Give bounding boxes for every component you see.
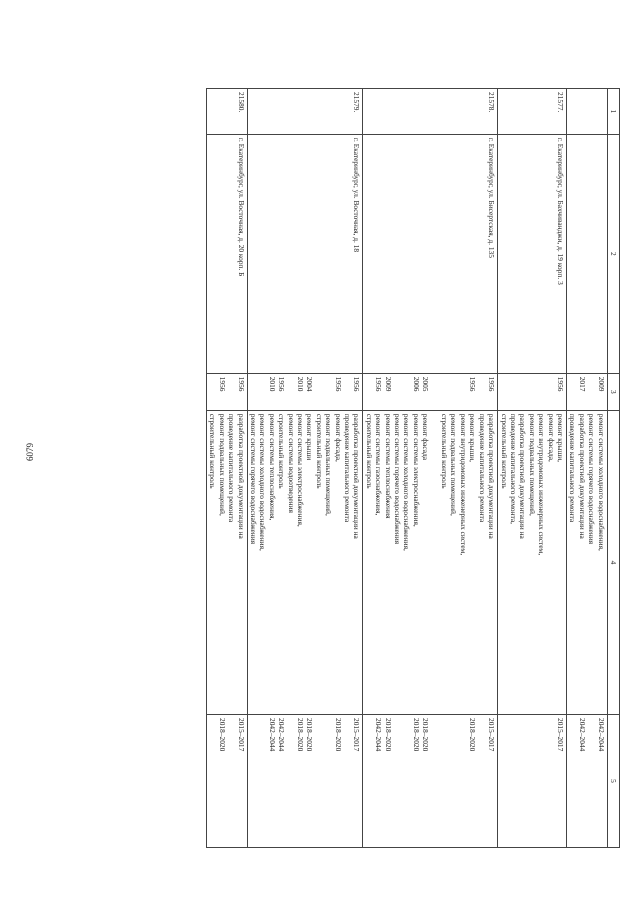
work-line: ремонт системы электроснабжения, [411,413,421,527]
period-value: 2015–2017 [555,718,565,752]
spacer [343,377,352,407]
page-number: 6079 [25,443,35,461]
work-line: ремонт системы горячего водоснабжения [393,413,403,545]
work-line: ремонт системы теплоснабжения [383,413,393,519]
header-col-1: 1 [607,89,619,135]
spacer [499,377,508,407]
spacer [314,377,323,407]
period-value: 2018–2020 [296,718,306,752]
entry-address [566,134,607,373]
works-cell [206,410,247,714]
spacer [440,377,449,407]
year-cell [247,373,363,410]
continuation-row [566,89,607,848]
period-value: 2042–2044 [596,718,606,752]
table-row [206,89,247,848]
year-value: 1956 [333,376,343,392]
spacer [509,718,518,844]
entry-number: 21580. [206,89,247,135]
year-value: 2004 [305,376,315,392]
works-cell [498,410,567,714]
spacer [249,718,258,844]
work-line: ремонт системы электроснабжения, [296,413,306,527]
spacer [518,718,527,844]
table-row [247,89,363,848]
spacer [477,718,486,844]
spacer [314,718,323,844]
work-line: ремонт подвальных помещений, [527,413,537,516]
year-value: 1956 [374,376,384,392]
year-value: 2009 [596,376,606,392]
spacer [393,718,402,844]
entry-number [566,89,607,135]
year-value: 1956 [277,376,287,392]
work-line: ремонт фасада [421,413,431,461]
work-line: разработка проектной документации на [577,413,587,539]
work-line: строительный контроль [364,413,374,489]
work-line: ремонт системы холодного водоснабжения, [596,413,606,551]
spacer [546,718,555,844]
work-line: строительный контроль [314,413,324,489]
work-line: ремонт подвальных помещений, [217,413,227,516]
period-value: 2018–2020 [217,718,227,752]
period-value: 2015–2017 [236,718,246,752]
period-value: 2018–2020 [411,718,421,752]
works-cell [247,410,363,714]
spacer [343,718,352,844]
work-line: ремонт внутридомовых инженерных систем, [458,413,468,556]
spacer [208,718,217,844]
rotated-page-content [120,88,620,848]
spacer [402,377,411,407]
year-value: 2010 [296,376,306,392]
work-line: строительный контроль [440,413,450,489]
spacer [537,377,546,407]
spacer [430,414,439,711]
repair-schedule-table [206,88,620,848]
spacer [440,718,449,844]
work-line: разработка проектной документации на [518,413,528,539]
spacer [430,377,439,407]
spacer [459,377,468,407]
header-col-3: 3 [607,373,619,410]
year-value: 1956 [468,376,478,392]
works-cell [566,410,607,714]
period-cell [206,715,247,848]
entry-address: г. Екатеринбург, ул. Восточная, д. 20 корп. Б [206,134,247,373]
entry-address: г. Екатеринбург, ул. Бахчиванджи, д. 19 корп. 3 [498,134,567,373]
period-value: 2042–2044 [267,718,277,752]
year-value: 1956 [352,376,362,392]
spacer [477,377,486,407]
entry-number: 21579. [247,89,363,135]
period-value: 2015–2017 [352,718,362,752]
year-value: 1956 [217,376,227,392]
spacer [518,377,527,407]
spacer [249,377,258,407]
year-value: 2009 [383,376,393,392]
period-value: 2018–2020 [305,718,315,752]
spacer [258,377,267,407]
period-value: 2018–2020 [468,718,478,752]
year-cell [498,373,567,410]
spacer [324,718,333,844]
work-line: ремонт системы холодного водоснабжения, [402,413,412,551]
work-line: строительный контроль [277,413,287,489]
table-row [363,89,498,848]
table-header-row [607,89,619,848]
period-value: 2015–2017 [487,718,497,752]
work-line: ремонт системы горячего водоснабжения [248,413,258,545]
work-line: ремонт системы газоснабжения, [374,413,384,516]
period-cell [498,715,567,848]
period-value: 2018–2020 [421,718,431,752]
spacer [546,377,555,407]
year-value: 2017 [577,376,587,392]
year-cell [363,373,498,410]
spacer [402,718,411,844]
entry-address: г. Екатеринбург, ул. Восточная, д. 18 [247,134,363,373]
work-line: проведение капитального ремонта [477,413,487,523]
work-line: строительный контроль [499,413,509,489]
work-line: ремонт крыши, [468,413,478,463]
period-value: 2042–2044 [577,718,587,752]
entry-number: 21577. [498,89,567,135]
spacer [509,377,518,407]
spacer [365,718,374,844]
header-col-2: 2 [607,134,619,373]
spacer [324,377,333,407]
work-line: ремонт системы водоотведения [286,413,296,513]
period-value: 2042–2044 [374,718,384,752]
work-line: проведение капитального ремонта [568,413,578,523]
year-value: 2005 [421,376,431,392]
work-line: разработка проектной документации на [236,413,246,539]
spacer [258,718,267,844]
spacer [587,377,596,407]
entry-number: 21578. [363,89,498,135]
work-line: ремонт системы холодного водоснабжения, [258,413,268,551]
spacer [227,718,236,844]
table-row [498,89,567,848]
year-cell [206,373,247,410]
year-cell [566,373,607,410]
year-value: 1956 [487,376,497,392]
work-line: проведение капитального ремонта, [508,413,518,525]
period-value: 2042–2044 [277,718,287,752]
work-line: ремонт системы горячего водоснабжения [587,413,597,545]
spacer [286,718,295,844]
spacer [286,377,295,407]
spacer [499,718,508,844]
work-line: ремонт системы теплоснабжения, [267,413,277,521]
work-line: строительный контроль [208,413,218,489]
work-line: разработка проектной документации на [487,413,497,539]
spacer [587,718,596,844]
work-line: ремонт подвальных помещений, [449,413,459,516]
work-line: ремонт фасада, [333,413,343,462]
year-value: 2006 [411,376,421,392]
spacer [568,377,577,407]
header-col-5: 5 [607,715,619,848]
work-line: ремонт крыши [305,413,315,461]
spacer [208,377,217,407]
header-col-4: 4 [607,410,619,714]
spacer [430,718,439,844]
work-line: ремонт крыши, [555,413,565,463]
year-value: 1956 [555,376,565,392]
year-value: 2010 [267,376,277,392]
spacer [393,377,402,407]
entry-address: г. Екатеринбург, ул. Бисертская, д. 135 [363,134,498,373]
year-value: 1956 [236,376,246,392]
spacer [537,718,546,844]
period-cell [363,715,498,848]
spacer [459,718,468,844]
spacer [227,377,236,407]
spacer [527,377,536,407]
work-line: ремонт подвальных помещений, [324,413,334,516]
work-line: проведение капитального ремонта [227,413,237,523]
spacer [365,377,374,407]
period-cell [247,715,363,848]
works-cell [363,410,498,714]
period-value: 2018–2020 [333,718,343,752]
spacer [449,377,458,407]
period-cell [566,715,607,848]
work-line: ремонт фасада, [546,413,556,462]
spacer [568,718,577,844]
work-line: ремонт внутридомовых инженерных систем, [537,413,547,556]
spacer [449,718,458,844]
work-line: проведение капитального ремонта [343,413,353,523]
period-value: 2018–2020 [383,718,393,752]
spacer [527,718,536,844]
work-line: разработка проектной документации на [352,413,362,539]
